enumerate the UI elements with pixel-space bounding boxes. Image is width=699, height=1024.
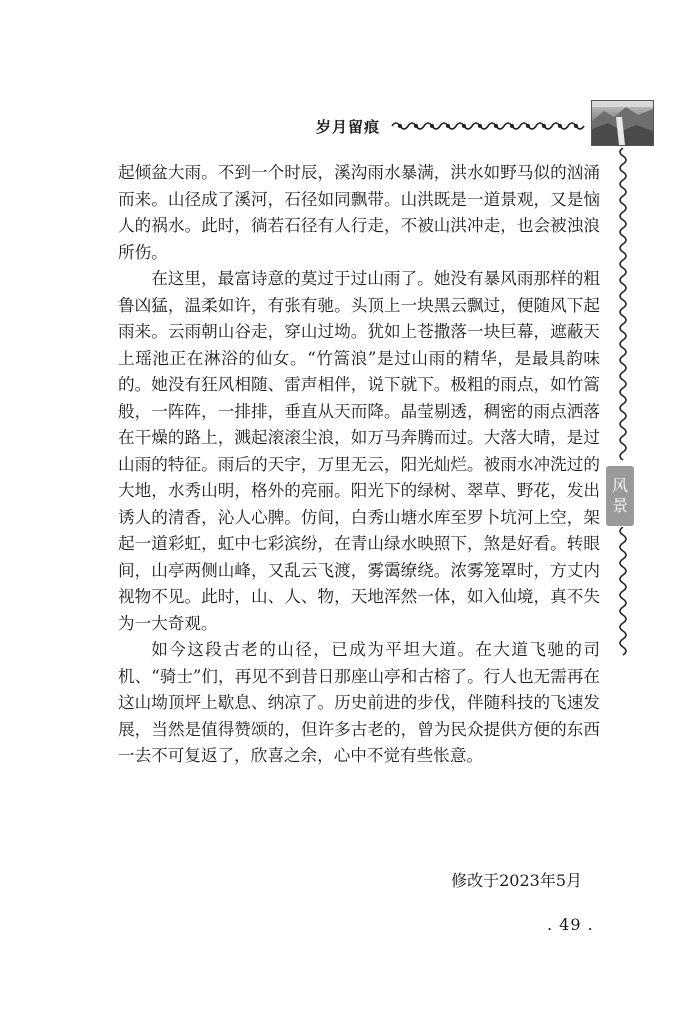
header-ornament-icon [388,119,588,133]
category-side-tab [606,466,634,526]
paragraph-2: 在这里，最富诗意的莫过于过山雨了。她没有暴风雨那样的粗鲁凶猛，温柔如许，有张有驰。头顶上一块黑云飘过，便随风下起雨来。云雨朝山谷走，穿山过坳。犹如上苍撒落一块巨幕，遮蔽天上瑶池正在淋浴的仙女。“竹篙浪”是过山雨的精华，是最具韵味的。她没有狂风相随、雷声相伴，说下就下。极粗的雨点，如竹篙般，一阵阵，一排排，垂直从天而降。晶莹剔透，稠密的雨点洒落在干燥的路上，溅起滚滚尘浪，如万马奔腾而过。大落大晴，是过山雨的特征。雨后的天宇，万里无云，阳光灿烂。被雨水冲洗过的大地，水秀山明，格外的亮丽。阳光下的绿树、翠草、野花，发出诱人的清香，沁人心脾。仿间，白秀山塘水库至罗卜坑河上空，架起一道彩虹，虹中七彩滨纷，在青山绿水映照下，煞是好看。转眼间，山亭两侧山峰，又乱云飞渡，雾霭缭绕。浓雾笼罩时，方丈内视物不见。此时，山、人、物，天地浑然一体，如入仙境，真不失为一大奇观。 [118,269,600,633]
page-number: . 49 . [547,915,594,934]
article-body [118,160,600,770]
paragraph-3: 如今这段古老的山径，已成为平坦大道。在大道飞驰的司机、“骑士”们，再见不到昔日那座山亭和古榕了。行人也无需再在这山坳顶坪上歇息、纳凉了。历史前进的步伐，伴随科技的飞速发展，当然是值得赞颂的，但许多古老的，曾为民众提供方便的东西一去不可复返了，欣喜之余，心中不觉有些怅意。 [118,640,600,765]
landscape-photo-icon [591,100,654,146]
side-tab-char-2: 景 [611,496,628,515]
side-ornament-icon [616,148,630,466]
revision-date: 修改于2023年5月 [451,871,582,890]
side-ornament-bottom-icon [616,527,630,657]
section-title: 岁月留痕 [316,118,381,136]
paragraph-1: 起倾盆大雨。不到一个时辰，溪沟雨水暴满，洪水如野马似的汹涌而来。山径成了溪河，石径如同飘带。山洪既是一道景观，又是恼人的祸水。此时，徜若石径有人行走，不被山洪冲走，也会被浊浪所伤。 [118,163,600,262]
side-tab-char-1: 风 [611,476,628,495]
